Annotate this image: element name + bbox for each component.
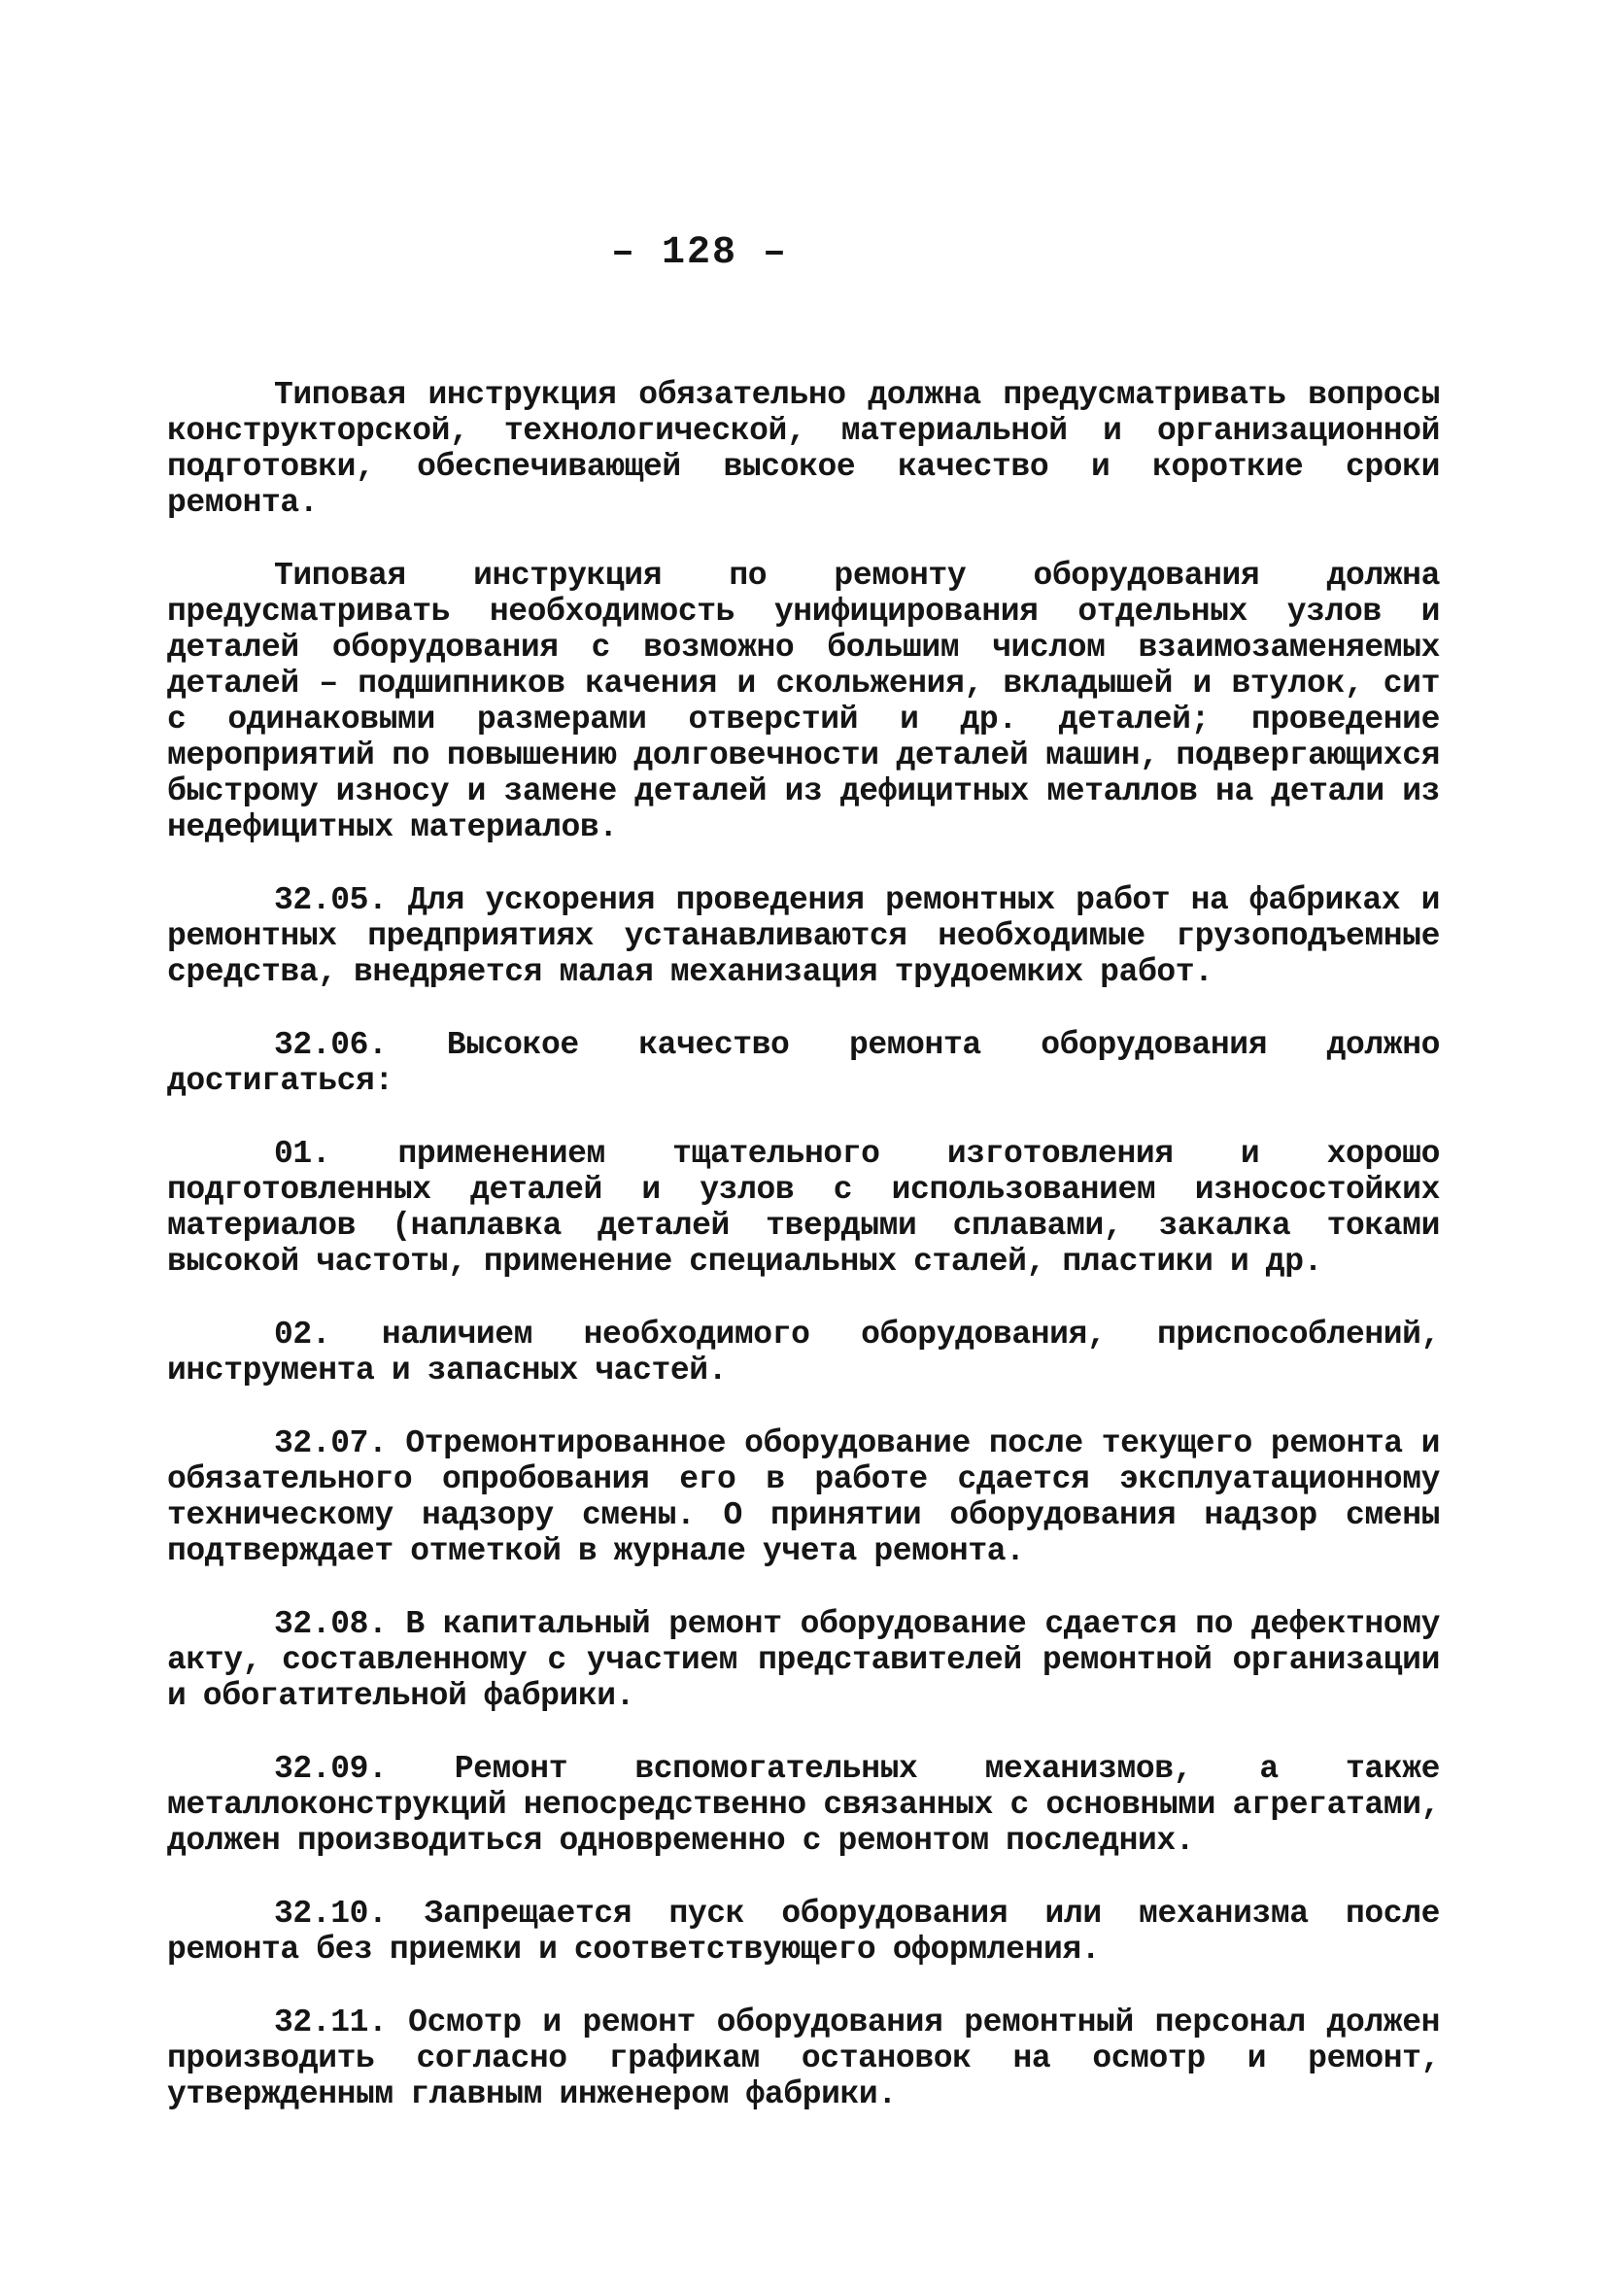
paragraph-text: Типовая инструкция обязательно должна предусматривать вопросы конструкторской, технологической, материальной и организационной подготовки, обеспечивающей высокое качество и короткие сроки ремонта. (167, 377, 1440, 521)
paragraph-text: наличием необходимого оборудования, приспособлений, инструмента и запасных частей. (167, 1317, 1440, 1388)
paragraph-text: применением тщательного изготовления и хорошо подготовленных деталей и узлов с использованием износостойких материалов (наплавка деталей твердыми сплавами, закалка токами высокой частоты, применение специальных сталей, пластики и др. (167, 1136, 1440, 1280)
paragraph-number: 32.05. (274, 882, 388, 918)
paragraph-32-11 (167, 2005, 1440, 2112)
paragraph-number: 32.06. (274, 1027, 388, 1063)
page-number: – 128 – (610, 231, 789, 275)
paragraph-32-06-01 (167, 1136, 1440, 1280)
paragraph-number: 32.11. (274, 2005, 388, 2040)
paragraph-text: Осмотр и ремонт оборудования ремонтный персонал должен производить согласно графикам остановок на осмотр и ремонт, утвержденным главным инженером фабрики. (167, 2005, 1440, 2112)
document-body (167, 377, 1440, 2149)
paragraph-number: 32.10. (274, 1896, 388, 1932)
paragraph-text: В капитальный ремонт оборудование сдается по дефектному акту, составленному с участием представителей ремонтной организации и обогатительной фабрики. (167, 1606, 1440, 1714)
paragraph-text: Запрещается пуск оборудования или механизма после ремонта без приемки и соответствующего оформления. (167, 1896, 1440, 1968)
paragraph-number: 01. (274, 1136, 331, 1172)
paragraph-32-06-02 (167, 1317, 1440, 1388)
paragraph-typical-instruction-2 (167, 558, 1440, 845)
paragraph-number: 32.07. (274, 1425, 388, 1461)
paragraph-32-10 (167, 1896, 1440, 1968)
paragraph-32-08 (167, 1606, 1440, 1714)
paragraph-number: 32.09. (274, 1751, 388, 1787)
paragraph-text: Ремонт вспомогательных механизмов, а также металлоконструкций непосредственно связанных с основными агрегатами, должен производиться одновременно с ремонтом последних. (167, 1751, 1441, 1859)
paragraph-text: Типовая инструкция по ремонту оборудования должна предусматривать необходимость унифицирования отдельных узлов и деталей оборудования с возможно большим числом взаимозаменяемых деталей – подшипников качения и скольжения, вкладышей и втулок, сит с одинаковыми размерами отверстий и др. деталей; проведение мероприятий по повышению долговечности деталей машин, подвергающихся быстрому износу и замене деталей из дефицитных металлов на детали из недефицитных материалов. (167, 558, 1440, 845)
paragraph-text: Высокое качество ремонта оборудования должно достигаться: (167, 1027, 1441, 1099)
paragraph-text: Отремонтированное оборудование после текущего ремонта и обязательного опробования его в работе сдается эксплуатационному техническому надзору смены. О принятии оборудования надзор смены подтверждает отметкой в журнале учета ремонта. (167, 1425, 1440, 1569)
paragraph-32-06 (167, 1027, 1440, 1099)
paragraph-32-09 (167, 1751, 1440, 1859)
paragraph-number: 32.08. (274, 1606, 388, 1642)
paragraph-typical-instruction-1 (167, 377, 1440, 521)
paragraph-number: 02. (274, 1317, 331, 1353)
paragraph-32-07 (167, 1425, 1440, 1569)
paragraph-32-05 (167, 882, 1440, 990)
paragraph-text: Для ускорения проведения ремонтных работ на фабриках и ремонтных предприятиях устанавливаются необходимые грузоподъемные средства, внедряется малая механизация трудоемких работ. (167, 882, 1440, 990)
